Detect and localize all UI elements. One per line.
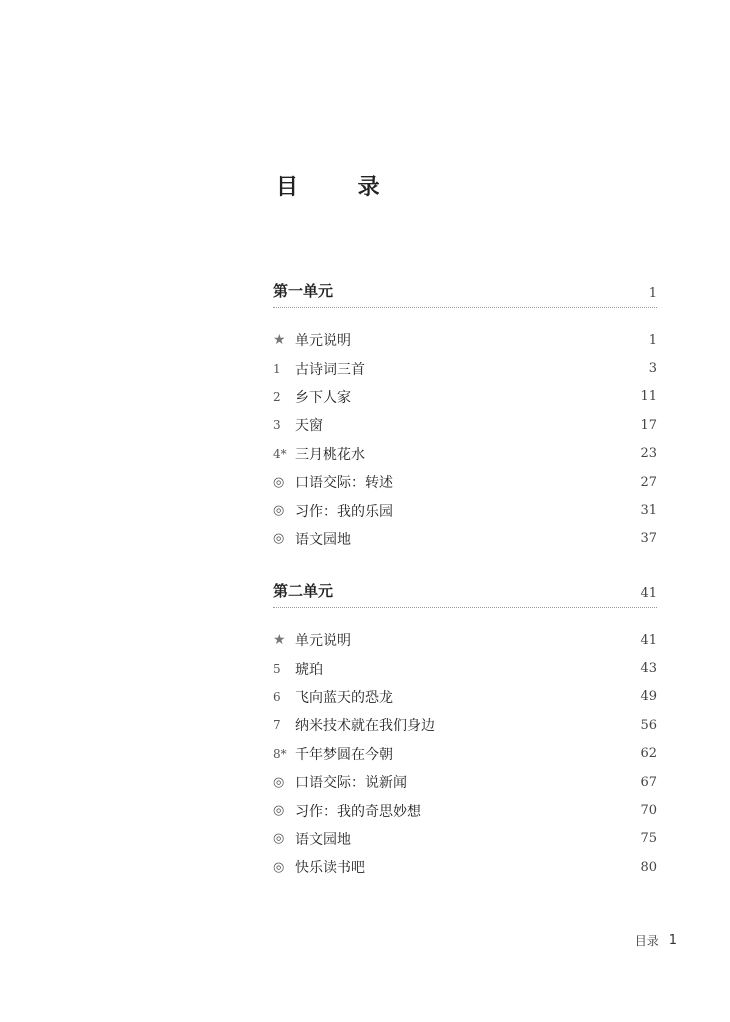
entry-title: 天窗: [295, 418, 323, 435]
unit-section-1: [273, 280, 657, 553]
entry-title: 乡下人家: [295, 389, 351, 406]
entry-page-number: 27: [640, 474, 657, 490]
entry-page-number: 17: [640, 417, 657, 433]
page-footer: [635, 932, 677, 949]
toc-entry[interactable]: [273, 626, 657, 654]
entry-title: 纳米技术就在我们身边: [295, 718, 435, 735]
unit-header: [273, 580, 657, 608]
entry-title: 古诗词三首: [295, 361, 365, 378]
double-circle-icon: ◎: [273, 474, 285, 490]
entry-title: 单元说明: [295, 633, 351, 650]
entry-title: 千年梦圆在今朝: [295, 746, 393, 763]
lesson-number: 8*: [273, 746, 287, 761]
entry-title: 口语交际：说新闻: [295, 775, 407, 792]
entry-page-number: 1: [648, 332, 657, 348]
toc-entry[interactable]: [273, 326, 657, 354]
star-icon: ★: [273, 632, 286, 649]
entry-page-number: 62: [640, 746, 657, 762]
toc-entry[interactable]: [273, 796, 657, 824]
entry-title: 单元说明: [295, 333, 351, 350]
entry-title: 口语交际：转述: [295, 475, 393, 492]
entry-page-number: 67: [640, 774, 657, 790]
entry-title: 三月桃花水: [295, 446, 365, 463]
toc-entry[interactable]: [273, 383, 657, 411]
toc-entry[interactable]: [273, 525, 657, 553]
toc-entry[interactable]: [273, 711, 657, 739]
unit-section-2: [273, 580, 657, 882]
footer-label: 目录: [634, 934, 659, 948]
toc-entry[interactable]: [273, 654, 657, 682]
entry-page-number: 70: [640, 803, 657, 819]
entry-page-number: 23: [640, 446, 657, 462]
entry-page-number: 11: [640, 389, 657, 405]
toc-entry[interactable]: [273, 740, 657, 768]
lesson-number: 7: [273, 718, 281, 733]
unit-header: [273, 280, 657, 308]
entry-title: 快乐读书吧: [295, 860, 365, 877]
entry-page-number: 43: [640, 661, 657, 677]
entry-page-number: 37: [640, 531, 657, 547]
entry-title: 语文园地: [295, 831, 351, 848]
page-title: 目 录: [276, 174, 406, 200]
double-circle-icon: ◎: [273, 859, 285, 875]
toc-entry[interactable]: [273, 411, 657, 439]
entry-page-number: 49: [640, 689, 657, 705]
entry-page-number: 80: [640, 859, 657, 875]
unit-page-number: 41: [640, 586, 657, 601]
entry-page-number: 75: [640, 831, 657, 847]
toc-entry[interactable]: [273, 496, 657, 524]
entry-page-number: 31: [640, 503, 657, 519]
double-circle-icon: ◎: [273, 831, 285, 847]
entry-title: 习作：我的乐园: [295, 503, 393, 520]
toc-entry[interactable]: [273, 683, 657, 711]
star-icon: ★: [273, 332, 286, 349]
entry-title: 飞向蓝天的恐龙: [295, 689, 393, 706]
lesson-number: 1: [273, 361, 281, 376]
double-circle-icon: ◎: [273, 774, 285, 790]
toc-entry[interactable]: [273, 468, 657, 496]
entry-title: 琥珀: [295, 661, 323, 678]
entry-title: 语文园地: [295, 531, 351, 548]
entry-list: [273, 326, 657, 553]
entry-page-number: 41: [640, 632, 657, 648]
toc-entry[interactable]: [273, 853, 657, 881]
lesson-number: 2: [273, 389, 281, 404]
toc-entry[interactable]: [273, 825, 657, 853]
unit-title[interactable]: 第一单元: [273, 282, 334, 300]
unit-page-number: 1: [648, 286, 657, 301]
entry-page-number: 3: [648, 361, 657, 377]
toc-entry[interactable]: [273, 768, 657, 796]
lesson-number: 4*: [273, 446, 287, 461]
toc-entry[interactable]: [273, 354, 657, 382]
lesson-number: 3: [273, 418, 281, 433]
entry-page-number: 56: [640, 717, 657, 733]
double-circle-icon: ◎: [273, 803, 285, 819]
unit-title[interactable]: 第二单元: [273, 582, 334, 600]
double-circle-icon: ◎: [273, 531, 285, 547]
entry-list: [273, 626, 657, 882]
lesson-number: 6: [273, 689, 281, 704]
lesson-number: 5: [273, 661, 281, 676]
double-circle-icon: ◎: [273, 503, 285, 519]
toc-entry[interactable]: [273, 440, 657, 468]
entry-title: 习作：我的奇思妙想: [295, 803, 421, 820]
footer-page-number: 1: [668, 933, 677, 948]
